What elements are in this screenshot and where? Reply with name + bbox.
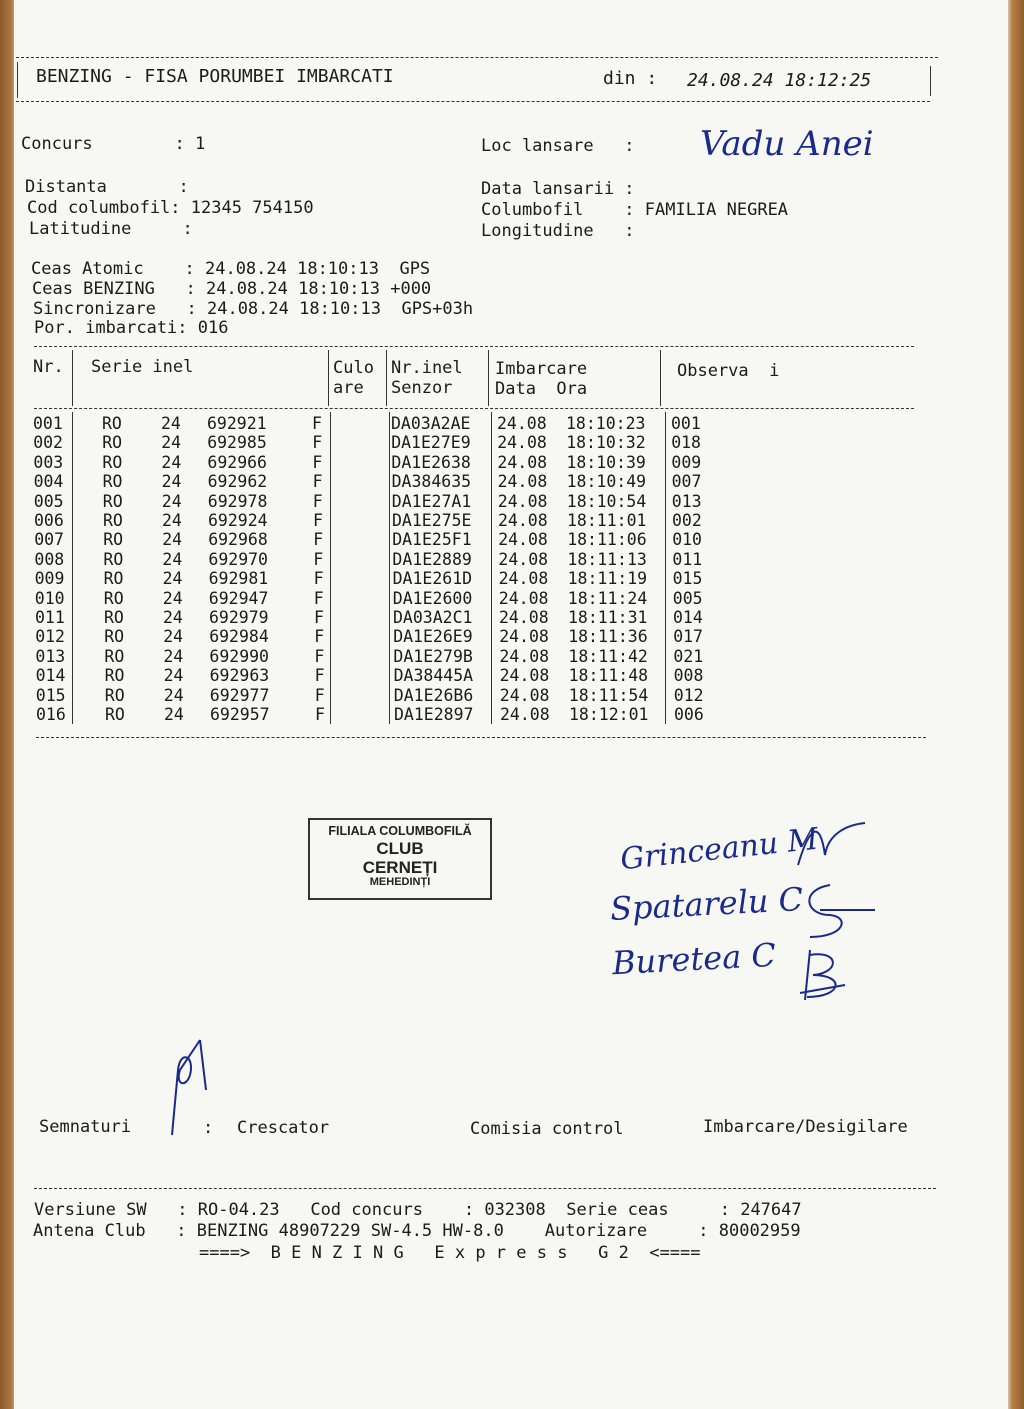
table-row (0, 647, 1000, 666)
row-sex: F (313, 549, 324, 569)
row-embark-date: 24.08 (498, 530, 548, 550)
signature-crescator-scribble (160, 1030, 230, 1140)
row-year: 24 (163, 627, 184, 647)
row-country: RO (103, 569, 124, 589)
row-year: 24 (162, 549, 183, 569)
col-header-data-ora: Data Ora (495, 379, 588, 399)
ceas-benzing-line: Ceas BENZING : 24.08.24 18:10:13 +000 (32, 279, 432, 299)
footer-versiune-line: Versiune SW : RO-04.23 Cod concurs : 032308 Serie ceas : 247647 (34, 1200, 802, 1220)
row-year: 24 (164, 705, 184, 724)
row-year: 24 (161, 491, 182, 511)
row-embark-time: 18:11:13 (567, 549, 647, 569)
row-embark-date: 24.08 (498, 588, 549, 608)
row-year: 24 (161, 452, 182, 472)
row-ring-number: 692979 (209, 608, 269, 627)
row-ring-number: 692921 (207, 414, 267, 433)
por-imbarcati-line: Por. imbarcati: 016 (34, 318, 229, 338)
row-observation: 010 (672, 530, 702, 550)
row-nr: 010 (34, 588, 65, 608)
row-sex: F (314, 627, 325, 647)
row-year: 24 (162, 530, 183, 550)
row-nr: 008 (34, 549, 65, 569)
col-header-serie-inel: Serie inel (91, 357, 194, 377)
row-sex: F (312, 414, 322, 433)
header-left-border (17, 62, 18, 98)
row-nr: 004 (33, 472, 64, 492)
row-observation: 015 (672, 569, 703, 589)
table-row (0, 414, 1000, 433)
row-observation: 002 (672, 511, 702, 530)
row-country: RO (102, 472, 123, 492)
row-nr: 011 (35, 608, 65, 627)
col-header-observatii: Observa i (677, 361, 780, 381)
loc-lansare-label: Loc lansare : (481, 136, 635, 156)
row-embark-time: 18:11:36 (568, 627, 648, 647)
row-sensor-id: DA384635 (391, 472, 472, 492)
row-embark-date: 24.08 (497, 414, 547, 433)
row-observation: 017 (673, 627, 703, 647)
row-nr: 003 (33, 452, 64, 472)
print-timestamp: 24.08.24 18:12:25 (687, 70, 872, 91)
row-country: RO (104, 627, 125, 647)
signature-scribble-2 (790, 875, 880, 945)
row-embark-date: 24.08 (497, 472, 548, 492)
table-row (0, 608, 1000, 627)
row-sex: F (313, 511, 323, 530)
row-sex: F (315, 705, 325, 724)
data-lansarii-line: Data lansarii : (481, 179, 635, 199)
col-header-nr-inel: Nr.inel (391, 358, 463, 378)
col-sep-imbarcare-header (660, 350, 661, 406)
row-ring-number: 692966 (207, 452, 267, 472)
header-right-border (930, 66, 931, 96)
row-embark-date: 24.08 (498, 511, 548, 530)
row-sex: F (313, 530, 324, 550)
row-year: 24 (163, 685, 184, 705)
col-sep-senzor-header (488, 350, 489, 406)
table-row (0, 511, 1000, 530)
row-observation: 021 (673, 646, 704, 666)
row-sex: F (314, 666, 325, 686)
table-row (0, 492, 1000, 511)
row-embark-time: 18:11:48 (568, 666, 649, 686)
col-sep-serie-header (328, 350, 329, 406)
row-observation: 007 (671, 472, 702, 492)
row-embark-date: 24.08 (497, 491, 548, 511)
row-country: RO (103, 588, 124, 608)
row-embark-time: 18:12:01 (569, 705, 649, 724)
row-year: 24 (162, 511, 182, 530)
row-ring-number: 692978 (207, 491, 268, 511)
table-row (0, 589, 1000, 608)
row-sensor-id: DA38445A (393, 666, 474, 686)
row-year: 24 (161, 433, 182, 453)
header-top-rule (16, 57, 938, 58)
row-nr: 013 (35, 646, 66, 666)
stamp-line-2: CLUB (376, 838, 424, 858)
row-embark-time: 18:11:24 (567, 588, 648, 608)
row-sex: F (312, 491, 323, 511)
footer-rule (34, 1188, 936, 1189)
columbofil-line: Columbofil : FAMILIA NEGREA (481, 200, 789, 220)
table-row (0, 472, 1000, 491)
row-embark-date: 24.08 (499, 646, 550, 666)
row-embark-date: 24.08 (499, 608, 549, 627)
row-country: RO (102, 491, 123, 511)
table-row (0, 569, 1000, 588)
signature-scribble-1 (790, 815, 880, 875)
table-row (0, 453, 1000, 472)
stamp-line-3: CERNEȚI (362, 857, 438, 877)
row-observation: 012 (673, 685, 704, 705)
row-ring-number: 692962 (207, 472, 268, 492)
concurs-line: Concurs : 1 (21, 134, 206, 154)
row-embark-date: 24.08 (499, 666, 550, 686)
row-sensor-id: DA1E27A1 (391, 491, 472, 511)
row-country: RO (104, 608, 124, 627)
row-embark-time: 18:10:54 (566, 491, 647, 511)
table-row (0, 433, 1000, 452)
row-ring-number: 692984 (209, 627, 269, 647)
header-bottom-rule (16, 101, 930, 102)
ceas-atomic-line: Ceas Atomic : 24.08.24 18:10:13 GPS (31, 259, 431, 279)
col-header-culoare-1: Culo (333, 358, 374, 378)
row-country: RO (104, 646, 125, 666)
row-embark-date: 24.08 (497, 433, 547, 453)
row-sex: F (313, 569, 324, 589)
comisia-control-label: Comisia control (470, 1119, 624, 1139)
table-row (0, 705, 1000, 724)
row-year: 24 (161, 472, 182, 492)
row-embark-time: 18:11:42 (568, 646, 648, 666)
crescator-label: Crescator (237, 1118, 330, 1138)
col-sep-nr-header (72, 350, 73, 406)
stamp-line-4: MEHEDINȚI (369, 875, 431, 888)
col-header-culoare-2: are (333, 378, 364, 398)
row-sensor-id: DA1E279B (393, 646, 473, 666)
row-ring-number: 692990 (209, 646, 269, 666)
row-embark-date: 24.08 (499, 685, 550, 705)
row-ring-number: 692957 (210, 705, 270, 724)
row-embark-time: 18:10:23 (566, 414, 646, 433)
row-ring-number: 692985 (207, 433, 267, 453)
row-sensor-id: DA03A2C1 (393, 608, 473, 627)
row-nr: 005 (33, 491, 64, 511)
row-sex: F (312, 433, 323, 453)
row-sensor-id: DA1E26B6 (393, 685, 474, 705)
row-country: RO (103, 530, 124, 550)
row-sensor-id: DA1E2889 (392, 549, 472, 569)
row-year: 24 (162, 569, 183, 589)
row-observation: 013 (671, 491, 702, 511)
row-observation: 001 (671, 414, 701, 433)
row-ring-number: 692947 (208, 588, 269, 608)
row-sex: F (314, 608, 324, 627)
row-country: RO (105, 705, 125, 724)
row-sensor-id: DA1E275E (392, 511, 472, 530)
stamp-line-1: FILIALA COLUMBOFILĂ (328, 824, 472, 838)
row-nr: 006 (34, 511, 64, 530)
row-sex: F (312, 452, 323, 472)
loc-lansare-handwritten: Vadu Anei (700, 124, 874, 164)
row-ring-number: 692963 (209, 666, 270, 686)
row-observation: 009 (671, 452, 702, 472)
col-header-imbarcare: Imbarcare (495, 359, 588, 379)
row-embark-time: 18:10:39 (566, 452, 646, 472)
row-ring-number: 692968 (208, 530, 268, 550)
signature-spatarelu: Spatarelu C (609, 879, 805, 929)
table-row (0, 530, 1000, 549)
semnaturi-label: Semnaturi (39, 1117, 132, 1137)
row-year: 24 (162, 588, 183, 608)
row-nr: 015 (35, 685, 66, 705)
row-ring-number: 692977 (209, 685, 270, 705)
row-nr: 012 (35, 627, 65, 647)
row-embark-date: 24.08 (500, 705, 550, 724)
row-observation: 014 (673, 608, 703, 627)
col-header-senzor: Senzor (391, 378, 453, 398)
row-embark-date: 24.08 (498, 569, 549, 589)
col-sep-culoare-header (386, 350, 387, 406)
row-sensor-id: DA1E261D (392, 569, 473, 589)
semnaturi-colon: : (203, 1118, 214, 1138)
row-sex: F (314, 646, 325, 666)
row-country: RO (103, 511, 123, 530)
row-embark-date: 24.08 (497, 452, 548, 472)
row-country: RO (103, 549, 124, 569)
row-embark-time: 18:10:49 (566, 472, 647, 492)
distanta-line: Distanta : (25, 177, 189, 197)
row-year: 24 (161, 414, 181, 433)
row-embark-time: 18:11:06 (567, 530, 647, 550)
row-nr: 001 (33, 414, 63, 433)
row-sensor-id: DA1E2897 (394, 705, 474, 724)
row-sensor-id: DA1E25F1 (392, 530, 472, 550)
row-embark-time: 18:11:31 (568, 608, 648, 627)
row-year: 24 (163, 646, 184, 666)
signature-buretea: Buretea C (611, 935, 777, 983)
row-sensor-id: DA1E2600 (392, 588, 473, 608)
document-title: BENZING - FISA PORUMBEI IMBARCATI (36, 66, 394, 87)
row-nr: 002 (33, 433, 63, 453)
row-embark-time: 18:11:54 (568, 685, 649, 705)
longitudine-line: Longitudine : (481, 221, 635, 241)
row-year: 24 (163, 666, 184, 686)
table-row (0, 627, 1000, 646)
row-embark-date: 24.08 (498, 549, 549, 569)
signature-grinceanu: Grinceanu M (618, 821, 820, 878)
sincronizare-line: Sincronizare : 24.08.24 18:10:13 GPS+03h (33, 299, 474, 319)
row-embark-time: 18:11:19 (567, 569, 648, 589)
row-observation: 011 (672, 549, 703, 569)
imbarcare-desigilare-label: Imbarcare/Desigilare (703, 1117, 908, 1137)
row-embark-time: 18:10:32 (566, 433, 646, 453)
row-country: RO (102, 414, 122, 433)
row-country: RO (104, 685, 125, 705)
row-sex: F (312, 472, 323, 492)
footer-antena-line: Antena Club : BENZING 48907229 SW-4.5 HW-8.0 Autorizare : 80002959 (33, 1221, 801, 1241)
row-sensor-id: DA1E26E9 (393, 627, 473, 647)
row-observation: 018 (671, 433, 701, 453)
table-header-rule (34, 408, 914, 409)
row-sex: F (313, 588, 324, 608)
row-nr: 014 (35, 666, 66, 686)
row-ring-number: 692981 (208, 569, 269, 589)
cod-columbofil-line: Cod columbofil: 12345 754150 (27, 198, 314, 218)
row-embark-date: 24.08 (499, 627, 549, 647)
signature-scribble-3 (795, 945, 855, 1005)
row-country: RO (104, 666, 125, 686)
row-sensor-id: DA1E27E9 (391, 433, 471, 453)
row-sex: F (314, 685, 325, 705)
latitudine-line: Latitudine : (29, 219, 193, 239)
club-stamp (308, 818, 492, 900)
table-top-rule (34, 346, 914, 347)
row-sensor-id: DA03A2AE (391, 414, 471, 433)
din-label: din : (603, 68, 658, 89)
row-ring-number: 692970 (208, 549, 268, 569)
footer-brand-line: ====> B E N Z I N G E x p r e s s G 2 <==== (199, 1243, 701, 1263)
row-sensor-id: DA1E2638 (391, 452, 471, 472)
row-nr: 007 (34, 530, 64, 550)
col-header-nr: Nr. (33, 357, 64, 377)
table-bottom-rule (36, 737, 926, 738)
row-year: 24 (163, 608, 183, 627)
row-country: RO (102, 433, 123, 453)
table-row (0, 686, 1000, 705)
row-ring-number: 692924 (208, 511, 268, 530)
table-row (0, 550, 1000, 569)
row-nr: 016 (36, 705, 66, 724)
row-nr: 009 (34, 569, 65, 589)
row-observation: 006 (674, 705, 704, 724)
row-observation: 008 (673, 666, 704, 686)
row-observation: 005 (672, 588, 703, 608)
table-row (0, 666, 1000, 685)
row-country: RO (102, 452, 123, 472)
row-embark-time: 18:11:01 (567, 511, 647, 530)
